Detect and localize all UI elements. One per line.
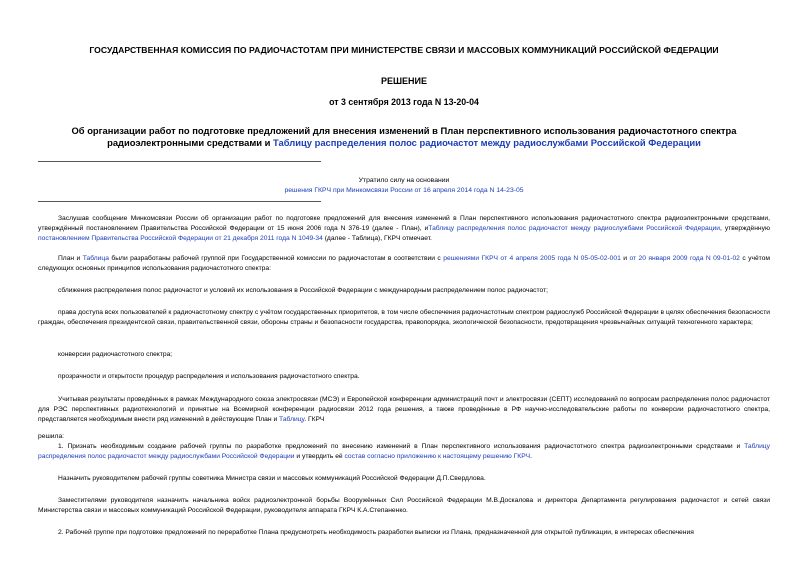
paragraph-12: 2. Рабочей группе при подготовке предложений по переработке Плана предусмотреть необходимость разработки выписки из Плана, предназначенной для открытой публикации, в интересах обеспечения [58,529,694,536]
title-table-link[interactable]: Таблицу распределения полос радиочастот между радиослужбами Российской Федерации [273,137,701,148]
document-title [38,125,770,149]
status-label: Утратило силу на основании [358,177,450,184]
p7-text-a: Учитывая результаты проведённых в рамках Международного союза электросвязи (МСЭ) и Европейской конференции администраций почт и электросвязи (СЕПТ) исследований по вопросам распределения полос радиочастот для РЭС перспективных радиотехнологий и принятые на Всемирной конференции радиосвязи 2012 года решения, а также проведённые в РФ научно-исследовательские работы по конверсии радиочастотного спектра, представляется необходимым внести ряд изменений в действующие План и [38,396,770,423]
paragraph-11: Заместителями руководителя назначить начальника войск радиоэлектронной борьбы Вооружённых Сил Российской Федерации М.В.Доскалова и директора Департамента регулирования радиочастот и сетей связи Министерства связи и массовых коммуникаций Российской Федерации, руководителя аппарата ГКРЧ К.А.Степаненко. [38,497,770,514]
p2-table-link[interactable]: Таблица [82,255,109,262]
p1-text-b: , утверждённую [720,225,770,232]
paragraph-2 [38,254,770,274]
title-text: Об организации работ по подготовке предложений для внесения изменений в План перспективного использования радиочастотного спектра радиоэлектронными средствами и [71,125,737,148]
document-date-number: от 3 сентября 2013 года N 13-20-04 [329,97,479,107]
p9-appendix-link[interactable]: состав согласно приложению к настоящему решению ГКРЧ [344,453,531,460]
status-note [38,176,770,196]
p7-text-b: . ГКРЧ [304,416,325,423]
paragraph-5: конверсии радиочастотного спектра; [58,351,173,358]
paragraph-7 [38,395,770,425]
p1-decree-link[interactable]: постановлением Правительства Российской Федерации от 21 декабря 2011 года N 1049-34 [38,235,323,242]
paragraph-1 [38,214,770,244]
p9-text-c: . [530,453,532,460]
p9-table-link[interactable]: Таблицу распределения полос радиочастот между радиослужбами Российской Федерации [38,443,770,460]
p9-text-b: и утвердить её [294,453,345,460]
status-link[interactable]: решения ГКРЧ при Минкомсвязи России от 16 апреля 2014 года N 14-23-05 [284,187,524,194]
p2-text-d: с учётом следующих основных принципов использования радиочастотного спектра: [38,255,770,272]
paragraph-6: прозрачности и открытости процедур распределения и использования радиочастотного спектра. [58,373,360,380]
paragraph-8-decided: решила: [38,433,65,440]
paragraph-4: права доступа всех пользователей к радиочастотному спектру с учётом государственных приоритетов, в том числе обеспечения радиочастотным спектром радиослужб Российской Федерации в целях обеспечения безопасности граждан, обеспечения президентской связи, правительственной связи, обороны страны и безопасности государства, правопорядка, экологической безопасности, предотвращения чрезвычайных ситуаций техногенного характера; [38,309,770,326]
p7-table-link[interactable]: Таблицу [279,416,305,423]
p2-text-a: План и [58,255,83,262]
p9-text-a: 1. Признать необходимым создание рабочей группы по разработке предложений по внесению изменений в План перспективного использования радиочастотного спектра радиоэлектронными средствами и [58,443,745,450]
divider-bottom [38,201,321,202]
p2-text-b: были разработаны рабочей группой при Государственной комиссии по радиочастотам в соответствии с [108,255,444,262]
p2-decision-link-2[interactable]: от 20 января 2009 года N 09-01-02 [629,255,740,262]
issuing-organization: ГОСУДАРСТВЕННАЯ КОМИССИЯ ПО РАДИОЧАСТОТАМ ПРИ МИНИСТЕРСТВЕ СВЯЗИ И МАССОВЫХ КОММУНИКАЦИЙ РОССИЙСКОЙ ФЕДЕРАЦИИ [89,45,719,55]
paragraph-3: сближения распределения полос радиочастот и условий их использования в Российской Федерации с международным распределением полос радиочастот; [58,287,548,294]
p2-decision-link-1[interactable]: решениями ГКРЧ от 4 апреля 2005 года N 05-05-02-001 [443,255,621,262]
divider-top [38,161,321,162]
p1-text-c: (далее - Таблица), ГКРЧ отмечает. [322,235,432,242]
paragraph-9 [38,442,770,462]
document-type: РЕШЕНИЕ [380,76,428,86]
p2-text-c: и [620,255,630,262]
p1-table-link[interactable]: Таблицу распределения полос радиочастот между радиослужбами Российской Федерации [428,225,721,232]
paragraph-10: Назначить руководителем рабочей группы советника Министра связи и массовых коммуникаций Российской Федерации Д.П.Свердлова. [58,475,486,482]
p1-text-a: Заслушав сообщение Минкомсвязи России об организации работ по подготовке предложений для внесения изменений в План перспективного использования радиочастотного спектра радиоэлектронными средствами, утверждённый постановлением Правительства Российской Федерации от 15 июня 2006 года N 376-19 (далее - План), и [38,215,770,232]
